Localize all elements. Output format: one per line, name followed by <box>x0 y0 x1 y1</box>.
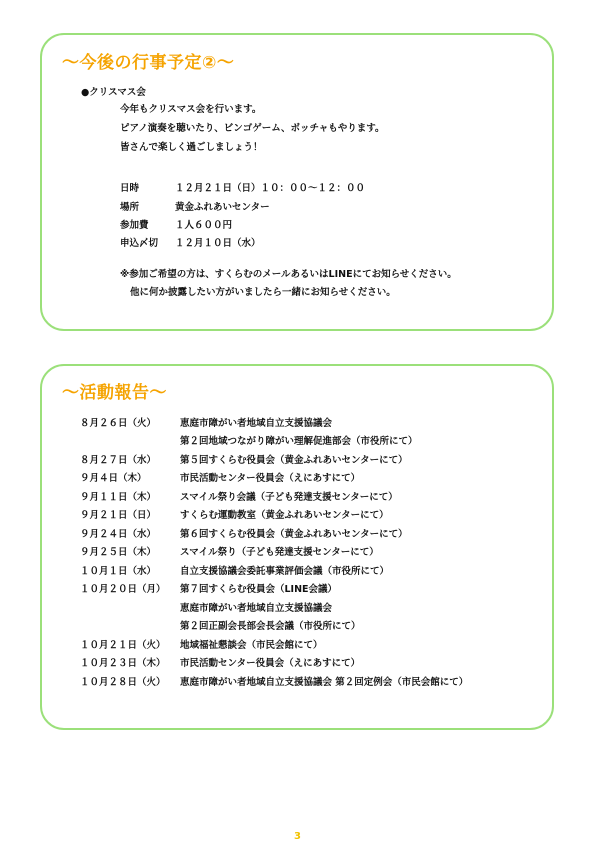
activity-description: 恵庭市障がい者地域自立支援協議会 <box>180 418 333 429</box>
activity-row <box>80 415 550 429</box>
activity-description: 第２回地域つながり障がい理解促進部会（市役所にて） <box>180 436 418 447</box>
activity-description: 地域福祉懇談会（市民会館にて） <box>180 640 323 651</box>
activity-row <box>80 507 550 521</box>
upcoming-events-heading: ～今後の行事予定②～ <box>62 53 235 73</box>
fee-label: 参加費 <box>120 220 149 231</box>
activity-row <box>80 581 550 595</box>
activity-description: 第６回すくらむ役員会（黄金ふれあいセンターにて） <box>180 529 408 540</box>
activity-row <box>80 637 550 651</box>
activity-date: ８月２７日（水） <box>80 455 157 466</box>
activity-description: 第５回すくらむ役員会（黄金ふれあいセンターにて） <box>180 455 408 466</box>
intro-line: ピアノ演奏を聴いたり、ビンゴゲーム、ボッチャもやります。 <box>120 123 385 134</box>
activity-date: ９月２１日（日） <box>80 510 157 521</box>
note-line: 他に何か披露したい方がいましたら一緒にお知らせください。 <box>130 287 396 298</box>
activity-row <box>80 563 550 577</box>
activity-date: １０月１日（水） <box>80 566 157 577</box>
activity-date: １０月２０日（月） <box>80 584 166 595</box>
activity-date: ９月２５日（木） <box>80 547 157 558</box>
note-line: ※参加ご希望の方は、すくらむのメールあるいはLINEにてお知らせください。 <box>120 269 457 280</box>
date-label: 日時 <box>120 183 140 194</box>
intro-line: 皆さんで楽しく過ごしましょう！ <box>120 142 263 153</box>
activity-description: スマイル祭り（子ども発達支援センターにて） <box>180 547 379 558</box>
christmas-party-title: ●クリスマス会 <box>81 87 146 98</box>
activity-date: ９月４日（木） <box>80 473 147 484</box>
activity-row <box>80 470 550 484</box>
activity-date: １０月２８日（火） <box>80 677 166 688</box>
activity-date: ９月２４日（水） <box>80 529 157 540</box>
venue-value: 黄金ふれあいセンター <box>175 202 270 213</box>
activity-report-box <box>40 364 554 730</box>
activity-date: １０月２１日（火） <box>80 640 166 651</box>
activity-description: 市民活動センター役員会（えにあすにて） <box>180 473 361 484</box>
activity-row <box>80 433 550 447</box>
fee-value: １人６００円 <box>175 220 233 231</box>
activity-row <box>80 544 550 558</box>
activity-description: スマイル祭り会議（子ども発達支援センターにて） <box>180 492 398 503</box>
page-number: 3 <box>294 831 301 842</box>
date-value: １２月２１日（日）１０：００～１２：００ <box>175 183 366 194</box>
deadline-label: 申込〆切 <box>120 238 159 249</box>
activity-description: すくらむ運動教室（黄金ふれあいセンターにて） <box>180 510 389 521</box>
activity-row <box>80 452 550 466</box>
activity-row <box>80 526 550 540</box>
activity-description: 市民活動センター役員会（えにあすにて） <box>180 658 361 669</box>
deadline-value: １２月１０日（水） <box>175 238 261 249</box>
activity-report-heading: ～活動報告～ <box>62 383 167 403</box>
activity-date: ８月２６日（火） <box>80 418 157 429</box>
activity-row <box>80 600 550 614</box>
activity-date: １０月２３日（木） <box>80 658 166 669</box>
activity-row <box>80 489 550 503</box>
intro-line: 今年もクリスマス会を行います。 <box>120 104 262 115</box>
activity-date: ９月１１日（木） <box>80 492 157 503</box>
venue-label: 場所 <box>120 202 140 213</box>
activity-row <box>80 655 550 669</box>
activity-row <box>80 618 550 632</box>
activity-row <box>80 674 550 688</box>
activity-description: 第７回すくらむ役員会（LINE会議） <box>180 584 338 595</box>
activity-description: 自立支援協議会委託事業評価会議（市役所にて） <box>180 566 390 577</box>
activity-description: 恵庭市障がい者地域自立支援協議会 <box>180 603 333 614</box>
upcoming-events-box <box>40 33 554 331</box>
activity-description: 第２回正副会長部会長会議（市役所にて） <box>180 621 361 632</box>
activity-description: 恵庭市障がい者地域自立支援協議会 第２回定例会（市民会館にて） <box>180 677 469 688</box>
